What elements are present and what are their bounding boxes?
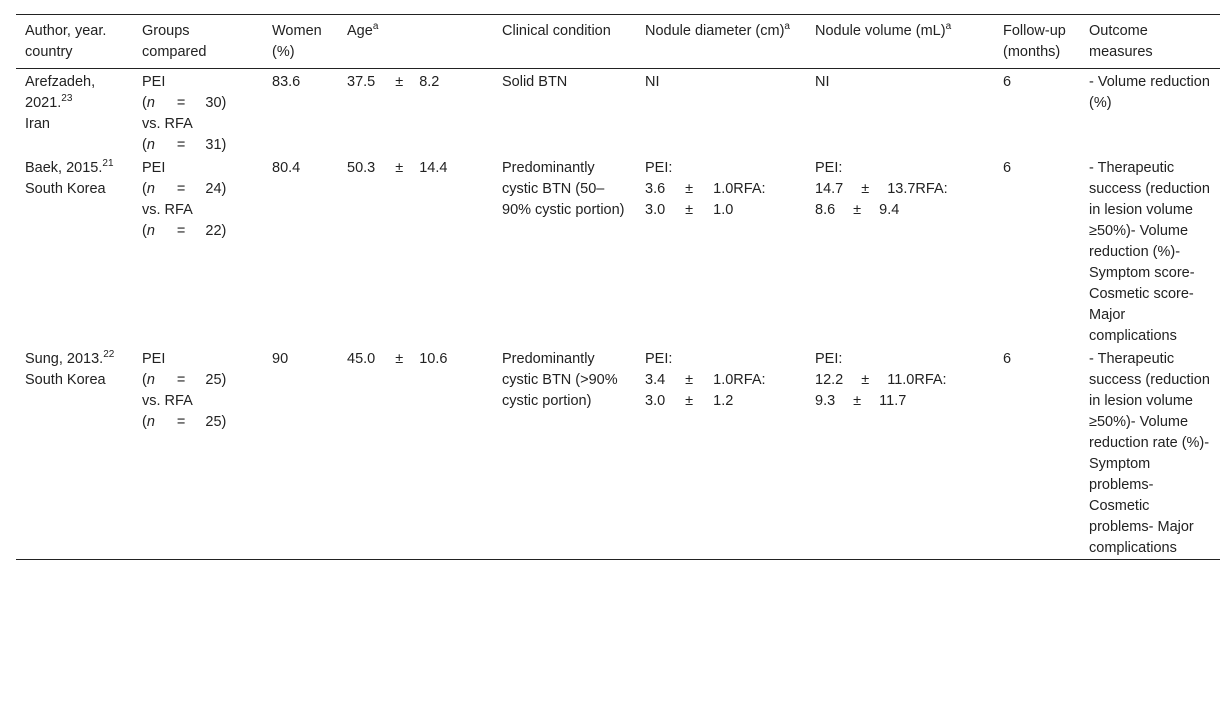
cell-groups: PEI (n = 30) vs. RFA (n = 31) (142, 74, 227, 153)
cell-volume: NI (815, 74, 830, 90)
cell-women: 83.6 (272, 74, 301, 90)
col-header-clinical: Clinical condition (502, 23, 611, 39)
col-header-author: Author, year. country (25, 23, 107, 60)
cell-volume: PEI: 12.2 ± 11.0RFA: 9.3 ± 11.7 (815, 351, 947, 409)
col-header-groups: Groups compared (142, 23, 207, 60)
cell-age: 45.0 ± 10.6 (347, 351, 448, 367)
cell-outcome: - Therapeutic success (reduction in lesion volume ≥50%)- Volume reduction (%)- Symptom score- Cosmetic score- Major complications (1089, 160, 1210, 344)
col-header-volume: Nodule volume (mL)$^a$ (815, 21, 952, 39)
cell-author: Arefzadeh, 2021.23 Iran (25, 74, 96, 132)
cell-volume: PEI: 14.7 ± 13.7RFA: 8.6 ± 9.4 (815, 160, 948, 218)
col-header-diameter: Nodule diameter (cm)$^a$ (645, 21, 790, 39)
cell-followup: 6 (1003, 74, 1012, 90)
table-row (16, 69, 1220, 157)
cell-clinical: Predominantly cystic BTN (50–90% cystic portion) (502, 160, 625, 218)
studies-table (16, 14, 1220, 560)
cell-followup: 6 (1003, 160, 1012, 176)
col-header-age: Age$^a$ (347, 21, 379, 39)
cell-groups: PEI (n = 25) vs. RFA (n = 25) (142, 351, 227, 430)
cell-age: 37.5 ± 8.2 (347, 74, 440, 90)
cell-outcome: - Volume reduction (%) (1089, 74, 1210, 111)
cell-groups: PEI (n = 24) vs. RFA (n = 22) (142, 160, 227, 239)
cell-followup: 6 (1003, 351, 1012, 367)
col-header-followup: Follow-up (months) (1003, 23, 1066, 60)
cell-clinical: Predominantly cystic BTN (>90% cystic portion) (502, 351, 618, 409)
table-row (16, 347, 1220, 560)
cell-author: Sung, 2013.22 South Korea (25, 349, 115, 388)
cell-diameter: NI (645, 74, 660, 90)
cell-diameter: PEI: 3.6 ± 1.0RFA: 3.0 ± 1.0 (645, 160, 766, 218)
cell-age: 50.3 ± 14.4 (347, 160, 448, 176)
cell-women: 90 (272, 351, 289, 367)
cell-diameter: PEI: 3.4 ± 1.0RFA: 3.0 ± 1.2 (645, 351, 766, 409)
table-row (16, 156, 1220, 347)
cell-clinical: Solid BTN (502, 74, 568, 90)
col-header-outcome: Outcome measures (1089, 23, 1153, 60)
cell-women: 80.4 (272, 160, 301, 176)
col-header-women: Women (%) (272, 23, 322, 60)
cell-author: Baek, 2015.21 South Korea (25, 158, 114, 197)
header-row (16, 15, 1220, 69)
cell-outcome: - Therapeutic success (reduction in lesion volume ≥50%)- Volume reduction rate (%)- Symptom problems- Cosmetic problems- Major complications (1089, 351, 1210, 556)
